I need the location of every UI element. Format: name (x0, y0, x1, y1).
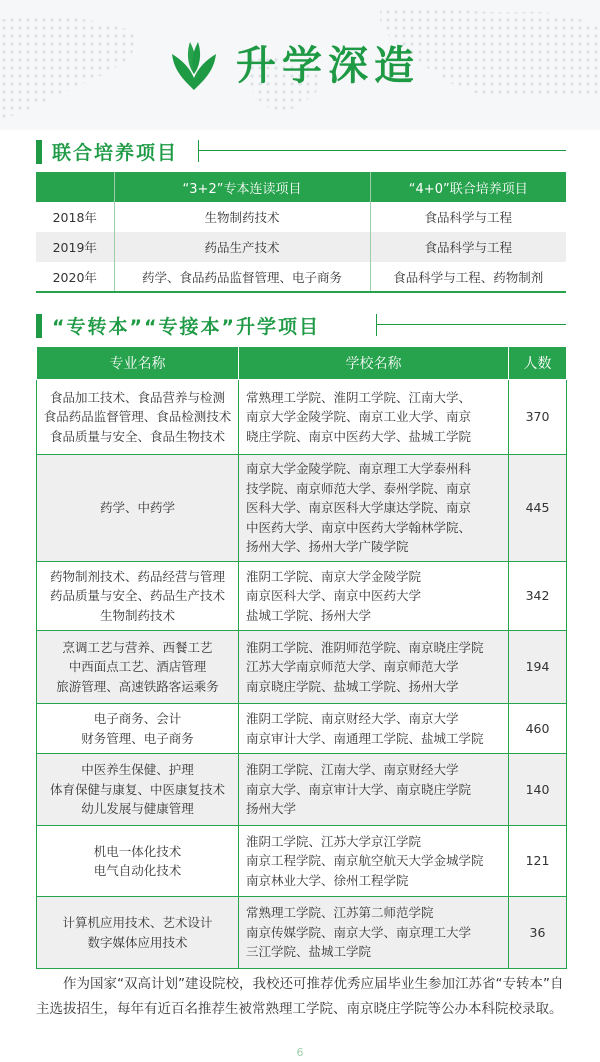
count-cell: 36 (509, 897, 567, 969)
program-cell: 生物制药技术 (114, 202, 370, 232)
major-line: 药学、中药学 (99, 500, 175, 516)
section-title-upgrade: “专转本”“专接本”升学项目 (52, 316, 320, 338)
major-line: 中医养生保健、护理 (81, 762, 194, 778)
section-accent-bar (36, 314, 42, 338)
major-line: 中西面点工艺、酒店管理 (68, 659, 207, 675)
major-line: 电子商务、会计 (93, 711, 182, 726)
school-line: 淮阴工学院、南京大学金陵学院 (246, 568, 422, 584)
major-cell (37, 897, 239, 969)
school-line: 三江学院、盐城工学院 (246, 944, 372, 960)
school-line: 南京工程学院、南京航空航天大学金城学院 (246, 853, 484, 869)
table-header-row (37, 347, 567, 380)
section-header-joint (36, 138, 178, 165)
major-cell (37, 455, 239, 562)
leaf-logo-icon (166, 38, 222, 94)
school-line: 扬州大学 (246, 801, 297, 817)
school-line: 常熟理工学院、淮阴工学院、江南大学、 (246, 389, 472, 405)
page-number: 6 (296, 1046, 304, 1059)
table-row (37, 455, 567, 562)
section-divider-line (198, 150, 566, 151)
major-cell (37, 826, 239, 897)
program-cell: 食品科学与工程 (370, 202, 566, 232)
major-line: 电气自动化技术 (93, 863, 182, 878)
school-line: 南京林业大学、徐州工程学院 (246, 872, 409, 888)
section-accent-bar (36, 140, 42, 164)
major-line: 机电一体化技术 (93, 843, 182, 859)
count-cell: 194 (509, 631, 567, 704)
major-cell (37, 704, 239, 754)
school-line: 医科大学、南京医科大学康达学院、南京 (246, 500, 472, 516)
major-line: 旅游管理、高速铁路客运乘务 (56, 678, 219, 694)
upgrade-program-table (36, 346, 567, 969)
school-line: 常熟理工学院、江苏第二师范学院 (246, 905, 434, 921)
count-cell: 445 (509, 455, 567, 562)
year-cell: 2018年 (36, 202, 114, 232)
table-row (37, 562, 567, 631)
table-row (37, 380, 567, 455)
count-cell: 121 (509, 826, 567, 897)
school-cell (239, 562, 509, 631)
school-line: 淮阴工学院、江南大学、南京财经大学 (246, 762, 459, 778)
major-line: 生物制药技术 (99, 607, 175, 623)
table-row (36, 202, 566, 232)
school-cell (239, 455, 509, 562)
major-line: 食品质量与安全、食品生物技术 (49, 428, 225, 444)
hero-header (166, 36, 420, 96)
major-line: 数字媒体应用技术 (87, 934, 188, 950)
program-cell: 食品科学与工程 (370, 232, 566, 262)
table-row (36, 262, 566, 292)
column-header-school: 学校名称 (239, 347, 509, 380)
school-line: 南京传媒学院、南京大学、南京理工大学 (246, 924, 472, 940)
column-header-count: 人数 (509, 347, 567, 380)
table-row (37, 704, 567, 754)
section-divider-line (376, 324, 566, 325)
count-cell: 140 (509, 754, 567, 826)
program-cell: 药学、食品药品监督管理、电子商务 (114, 262, 370, 292)
school-cell (239, 897, 509, 969)
school-cell (239, 754, 509, 826)
major-line: 烹调工艺与营养、西餐工艺 (62, 639, 213, 655)
major-line: 财务管理、电子商务 (81, 730, 194, 746)
paragraph-text: 作为国家“双高计划”建设院校，我校还可推荐优秀应届毕业生参加江苏省“专转本”自主选拔招生，每年有近百名推荐生被常熟理工学院、南京晓庄学院等公办本科院校录取。 (36, 976, 564, 1017)
column-header (36, 172, 114, 202)
count-cell: 370 (509, 380, 567, 455)
major-line: 食品药品监督管理、食品检测技术 (43, 409, 232, 425)
table-row (37, 826, 567, 897)
column-header-major: 专业名称 (37, 347, 239, 380)
school-cell (239, 704, 509, 754)
major-line: 幼儿发展与健康管理 (81, 801, 194, 817)
major-cell (37, 380, 239, 455)
school-cell (239, 380, 509, 455)
count-cell: 342 (509, 562, 567, 631)
school-line: 南京大学、南京审计大学、南京晓庄学院 (246, 781, 472, 797)
school-line: 中医药大学、南京中医药大学翰林学院、 (246, 519, 472, 535)
count-cell: 460 (509, 704, 567, 754)
school-line: 南京审计大学、南通理工学院、盐城工学院 (246, 730, 484, 746)
joint-program-table (36, 172, 566, 293)
table-header-row (36, 172, 566, 202)
column-header: “3+2”专本连读项目 (114, 172, 370, 202)
school-cell (239, 631, 509, 704)
table-row (36, 232, 566, 262)
major-line: 体育保健与康复、中医康复技术 (49, 781, 225, 797)
program-cell: 食品科学与工程、药物制剂 (370, 262, 566, 292)
school-line: 淮阴工学院、南京财经大学、南京大学 (246, 711, 459, 726)
school-line: 晓庄学院、南京中医药大学、盐城工学院 (246, 428, 472, 444)
school-line: 盐城工学院、扬州大学 (246, 607, 372, 623)
page-title: 升学深造 (236, 43, 420, 89)
intro-paragraph (36, 972, 566, 1022)
school-line: 技学院、南京师范大学、泰州学院、南京 (246, 480, 472, 496)
school-line: 南京大学金陵学院、南京理工大学泰州科 (246, 461, 472, 477)
major-cell (37, 754, 239, 826)
major-line: 药品质量与安全、药品生产技术 (49, 588, 225, 604)
program-cell: 药品生产技术 (114, 232, 370, 262)
major-line: 药物制剂技术、药品经营与管理 (49, 568, 225, 584)
year-cell: 2019年 (36, 232, 114, 262)
school-line: 南京大学金陵学院、南京工业大学、南京 (246, 409, 472, 425)
section-divider-tick (376, 314, 377, 336)
table-row (37, 631, 567, 704)
school-line: 扬州大学、扬州大学广陵学院 (246, 539, 409, 555)
section-title-joint: 联合培养项目 (52, 142, 179, 164)
table-row (37, 754, 567, 826)
school-line: 淮阴工学院、江苏大学京江学院 (246, 833, 422, 849)
major-line: 计算机应用技术、艺术设计 (62, 915, 213, 930)
section-divider-tick (198, 140, 199, 162)
school-line: 南京晓庄学院、盐城工学院、扬州大学 (246, 678, 459, 694)
section-header-upgrade (36, 312, 320, 339)
year-cell: 2020年 (36, 262, 114, 292)
major-cell (37, 631, 239, 704)
column-header: “4+0”联合培养项目 (370, 172, 566, 202)
table-row (37, 897, 567, 969)
school-line: 江苏大学南京师范大学、南京师范大学 (246, 659, 459, 675)
major-cell (37, 562, 239, 631)
school-line: 淮阴工学院、淮阴师范学院、南京晓庄学院 (246, 639, 484, 655)
major-line: 食品加工技术、食品营养与检测 (49, 389, 225, 405)
school-cell (239, 826, 509, 897)
school-line: 南京医科大学、南京中医药大学 (246, 588, 422, 604)
